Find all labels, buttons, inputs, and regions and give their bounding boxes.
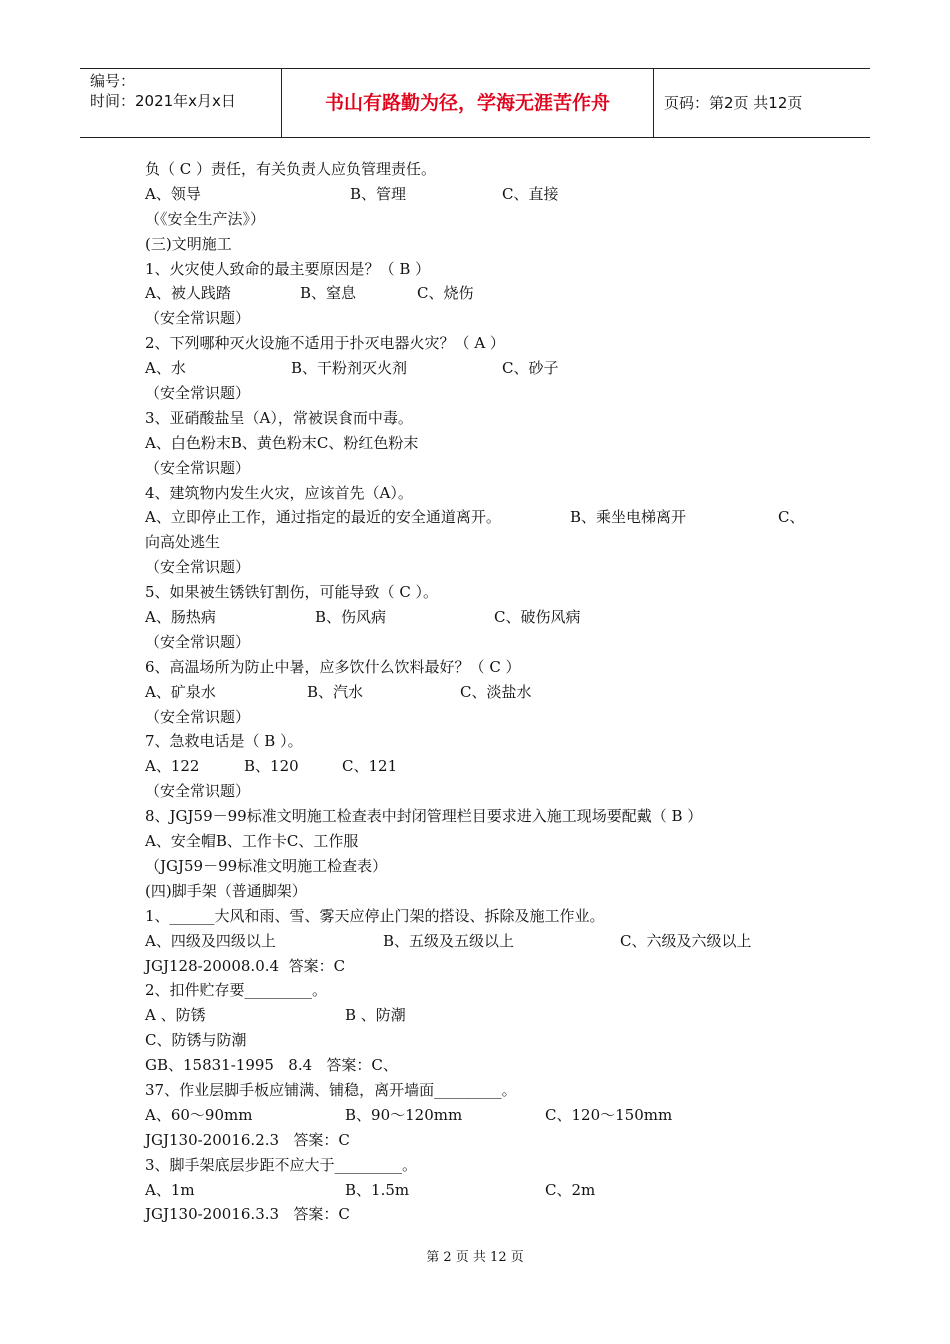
text-line: （安全常识题） <box>145 558 251 577</box>
text-line: 负（ C ）责任，有关负责人应负管理责任。 <box>145 160 437 178</box>
option-text: B、1.5m <box>345 1180 410 1199</box>
text-line: 3、亚硝酸盐呈（A），常被误食而中毒。 <box>145 408 413 427</box>
option-text: B、五级及五级以上 <box>383 931 515 950</box>
document-body <box>145 157 835 1227</box>
text-line: （JGJ59－99标准文明施工检查表） <box>145 856 388 875</box>
option-text: A、1m <box>145 1180 195 1199</box>
text-line: （安全常识题） <box>145 309 251 328</box>
text-line: 1、______大风和雨、雪、雾天应停止门架的搭设、拆除及施工作业。 <box>145 906 605 925</box>
text-line: A、白色粉末B、黄色粉末C、粉红色粉末 <box>145 433 419 452</box>
text-line: （《安全生产法》） <box>145 209 266 228</box>
text-line: （安全常识题） <box>145 632 251 651</box>
text-line: (三)文明施工 <box>145 234 232 253</box>
option-text: A、122 <box>145 757 200 776</box>
option-text: C、破伤风病 <box>494 608 581 627</box>
option-text: A、领导 <box>145 184 201 203</box>
option-text: B、120 <box>244 757 299 776</box>
header-page-info: 页码：第2页 共12页 <box>664 94 803 112</box>
text-line: JGJ130-20016.3.3 答案：C <box>145 1205 350 1224</box>
text-line: JGJ128-20008.0.4 答案：C <box>145 956 346 975</box>
text-line: (四)脚手架（普通脚架） <box>145 881 307 900</box>
text-line: （安全常识题） <box>145 384 251 403</box>
option-text: A、立即停止工作，通过指定的最近的安全通道离开。 <box>145 508 501 527</box>
text-line: 1、火灾使人致命的最主要原因是？（ B ） <box>145 259 431 278</box>
text-line: 4、建筑物内发生火灾，应该首先（A）。 <box>145 483 413 502</box>
document-date: 时间：2021年x月x日 <box>90 92 236 110</box>
document-number-label: 编号： <box>90 72 136 90</box>
option-text: C、 <box>778 508 805 527</box>
option-text: B、伤风病 <box>315 608 387 627</box>
option-row <box>145 605 835 630</box>
option-row <box>145 356 835 381</box>
option-row <box>145 1103 835 1128</box>
text-line: 5、如果被生锈铁钉割伤，可能导致（ C ）。 <box>145 583 439 602</box>
option-text: C、烧伤 <box>417 284 474 303</box>
text-line: 7、急救电话是（ B ）。 <box>145 732 303 751</box>
option-text: B、90～120mm <box>345 1105 463 1124</box>
page-footer: 第 2 页 共 12 页 <box>426 1250 524 1265</box>
option-row <box>145 1003 835 1028</box>
option-row <box>145 754 835 779</box>
option-row <box>145 1178 835 1203</box>
text-line: 2、扣件贮存要_________。 <box>145 981 328 1000</box>
text-line: GB、15831-1995 8.4 答案：C、 <box>145 1056 398 1075</box>
option-text: C、砂子 <box>502 359 559 378</box>
option-text: A、矿泉水 <box>145 682 216 701</box>
option-row <box>145 281 835 306</box>
option-text: C、淡盐水 <box>460 682 532 701</box>
option-text: B 、防潮 <box>345 1006 406 1025</box>
option-text: C、2m <box>545 1180 596 1199</box>
text-line: JGJ130-20016.2.3 答案：C <box>145 1130 350 1149</box>
option-text: B、窒息 <box>300 284 357 303</box>
option-text: C、六级及六级以上 <box>620 931 752 950</box>
option-text: B、乘坐电梯离开 <box>570 508 687 527</box>
text-line: 37、作业层脚手板应铺满、铺稳，离开墙面_________。 <box>145 1080 517 1099</box>
option-text: A、水 <box>145 359 186 378</box>
option-text: A、肠热病 <box>145 608 216 627</box>
option-text: A、60～90mm <box>145 1105 253 1124</box>
option-text: C、直接 <box>502 184 559 203</box>
option-text: B、管理 <box>350 184 407 203</box>
text-line: 2、下列哪种灭火设施不适用于扑灭电器火灾？（ A ） <box>145 334 505 353</box>
text-line: （安全常识题） <box>145 458 251 477</box>
option-row <box>145 505 835 530</box>
option-text: A、四级及四级以上 <box>145 931 276 950</box>
text-line: （安全常识题） <box>145 782 251 801</box>
text-line: 8、JGJ59－99标准文明施工检查表中封闭管理栏目要求进入施工现场要配戴（ B ） <box>145 807 703 826</box>
option-row <box>145 929 835 954</box>
option-text: C、120～150mm <box>545 1105 673 1124</box>
option-text: B、干粉剂灭火剂 <box>291 359 408 378</box>
text-line: 3、脚手架底层步距不应大于_________。 <box>145 1155 418 1174</box>
option-text: A、被人践踏 <box>145 284 231 303</box>
option-text: C、121 <box>342 757 398 776</box>
option-row <box>145 680 835 705</box>
text-line: A、安全帽B、工作卡C、工作服 <box>145 832 359 851</box>
option-row <box>145 182 835 207</box>
header-motto: 书山有路勤为径，学海无涯苦作舟 <box>282 69 654 137</box>
page-header <box>80 68 870 138</box>
option-text: B、汽水 <box>307 682 364 701</box>
text-line: 向高处逃生 <box>145 533 221 552</box>
text-line: （安全常识题） <box>145 707 251 726</box>
header-meta <box>80 69 282 137</box>
option-text: A 、防锈 <box>145 1006 206 1025</box>
text-line: C、防锈与防潮 <box>145 1031 247 1050</box>
text-line: 6、高温场所为防止中暑，应多饮什么饮料最好？（ C ） <box>145 657 521 676</box>
